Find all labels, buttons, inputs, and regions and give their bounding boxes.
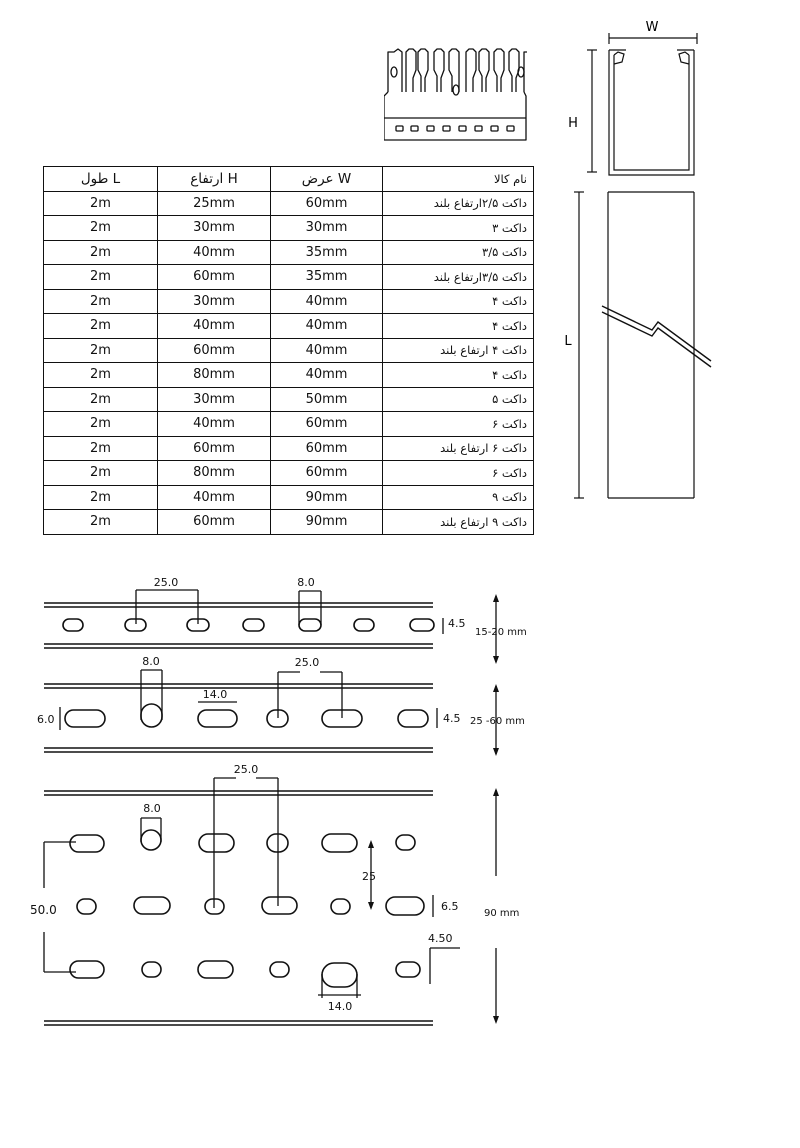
- cell-length: 2m: [44, 412, 158, 437]
- header-height: ارتفاع H: [158, 167, 271, 192]
- cell-width: 40mm: [271, 289, 383, 314]
- profile-width-label: W: [645, 20, 659, 35]
- cell-width: 35mm: [271, 240, 383, 265]
- table-row: [44, 387, 534, 412]
- cell-height: 25mm: [158, 191, 271, 216]
- cell-height: 30mm: [158, 289, 271, 314]
- strip2-left-dim: 6.0: [37, 713, 55, 726]
- strip1-pitch-dim: 25.0: [153, 576, 179, 589]
- cell-length: 2m: [44, 363, 158, 388]
- cell-name: داکت ۲/۵ارتفاع بلند: [383, 191, 534, 216]
- strip3-long-dim: 14.0: [327, 1000, 353, 1013]
- strip2-slot-dim: 8.0: [142, 655, 160, 668]
- strip3-total-dim: 50.0: [30, 903, 57, 917]
- cell-width: 60mm: [271, 412, 383, 437]
- cell-length: 2m: [44, 240, 158, 265]
- cell-height: 30mm: [158, 216, 271, 241]
- cell-name: داکت ۴: [383, 289, 534, 314]
- cell-name: داکت ۹: [383, 485, 534, 510]
- cell-name: داکت ۳: [383, 216, 534, 241]
- cell-length: 2m: [44, 314, 158, 339]
- cell-height: 80mm: [158, 461, 271, 486]
- table-row: [44, 216, 534, 241]
- table-row: [44, 436, 534, 461]
- strip1-end-dim: 4.5: [448, 617, 466, 630]
- cell-width: 90mm: [271, 485, 383, 510]
- cell-name: داکت ۳/۵: [383, 240, 534, 265]
- comb-profile-drawing: [384, 44, 530, 144]
- cell-height: 40mm: [158, 314, 271, 339]
- cell-length: 2m: [44, 461, 158, 486]
- header-length: طول L: [44, 167, 158, 192]
- strip2-long-dim: 14.0: [202, 688, 228, 701]
- cell-width: 40mm: [271, 314, 383, 339]
- cell-width: 90mm: [271, 510, 383, 535]
- cell-name: داکت ۶: [383, 412, 534, 437]
- cell-length: 2m: [44, 338, 158, 363]
- strip3-corner-dim: 4.50: [428, 932, 453, 945]
- cell-width: 30mm: [271, 216, 383, 241]
- duct-length-drawing: [560, 186, 720, 504]
- cell-height: 60mm: [158, 510, 271, 535]
- cell-length: 2m: [44, 265, 158, 290]
- strip1-slot-dim: 8.0: [297, 576, 315, 589]
- cell-name: داکت ۴: [383, 314, 534, 339]
- strip2-range: 25 -60 mm: [470, 716, 525, 727]
- strip1-range: 15-20 mm: [475, 627, 527, 638]
- cell-height: 40mm: [158, 485, 271, 510]
- cell-length: 2m: [44, 510, 158, 535]
- slotted-strips-drawing: [0, 560, 800, 1040]
- cell-width: 60mm: [271, 191, 383, 216]
- cell-name: داکت ۶ ارتفاع بلند: [383, 436, 534, 461]
- table-row: [44, 314, 534, 339]
- table-header-row: [44, 167, 534, 192]
- table-row: [44, 363, 534, 388]
- cell-width: 40mm: [271, 338, 383, 363]
- table-row: [44, 412, 534, 437]
- table-row: [44, 338, 534, 363]
- strip2-pitch-dim: 25.0: [294, 656, 320, 669]
- cell-length: 2m: [44, 289, 158, 314]
- cell-length: 2m: [44, 436, 158, 461]
- cell-width: 40mm: [271, 363, 383, 388]
- duct-cross-section-drawing: [560, 10, 720, 182]
- cell-width: 60mm: [271, 436, 383, 461]
- cell-name: داکت ۴ ارتفاع بلند: [383, 338, 534, 363]
- strip3-end-dim: 6.5: [441, 900, 459, 913]
- table-row: [44, 191, 534, 216]
- cell-name: داکت ۴: [383, 363, 534, 388]
- strip3-range: 90 mm: [484, 908, 520, 919]
- cell-width: 50mm: [271, 387, 383, 412]
- cell-name: داکت ۶: [383, 461, 534, 486]
- cell-height: 60mm: [158, 338, 271, 363]
- cell-length: 2m: [44, 485, 158, 510]
- strip3-pitch-dim: 25.0: [233, 763, 259, 776]
- profile-length-label: L: [564, 334, 572, 349]
- header-width: عرض W: [271, 167, 383, 192]
- cell-height: 40mm: [158, 240, 271, 265]
- table-row: [44, 289, 534, 314]
- duct-spec-table: [43, 166, 534, 535]
- table-row: [44, 485, 534, 510]
- cell-name: داکت ۹ ارتفاع بلند: [383, 510, 534, 535]
- cell-name: داکت ۵: [383, 387, 534, 412]
- table-row: [44, 265, 534, 290]
- strip3-row-dim: 25: [362, 870, 376, 883]
- cell-length: 2m: [44, 216, 158, 241]
- cell-height: 80mm: [158, 363, 271, 388]
- cell-length: 2m: [44, 191, 158, 216]
- cell-height: 60mm: [158, 436, 271, 461]
- profile-height-label: H: [568, 116, 578, 131]
- strip2-end-dim: 4.5: [443, 712, 461, 725]
- cell-name: داکت ۳/۵ارتفاع بلند: [383, 265, 534, 290]
- cell-width: 35mm: [271, 265, 383, 290]
- cell-width: 60mm: [271, 461, 383, 486]
- table-row: [44, 510, 534, 535]
- cell-length: 2m: [44, 387, 158, 412]
- cell-height: 30mm: [158, 387, 271, 412]
- strip3-slot-dim: 8.0: [143, 802, 161, 815]
- cell-height: 60mm: [158, 265, 271, 290]
- table-row: [44, 461, 534, 486]
- table-row: [44, 240, 534, 265]
- cell-height: 40mm: [158, 412, 271, 437]
- header-name: نام کالا: [383, 167, 534, 192]
